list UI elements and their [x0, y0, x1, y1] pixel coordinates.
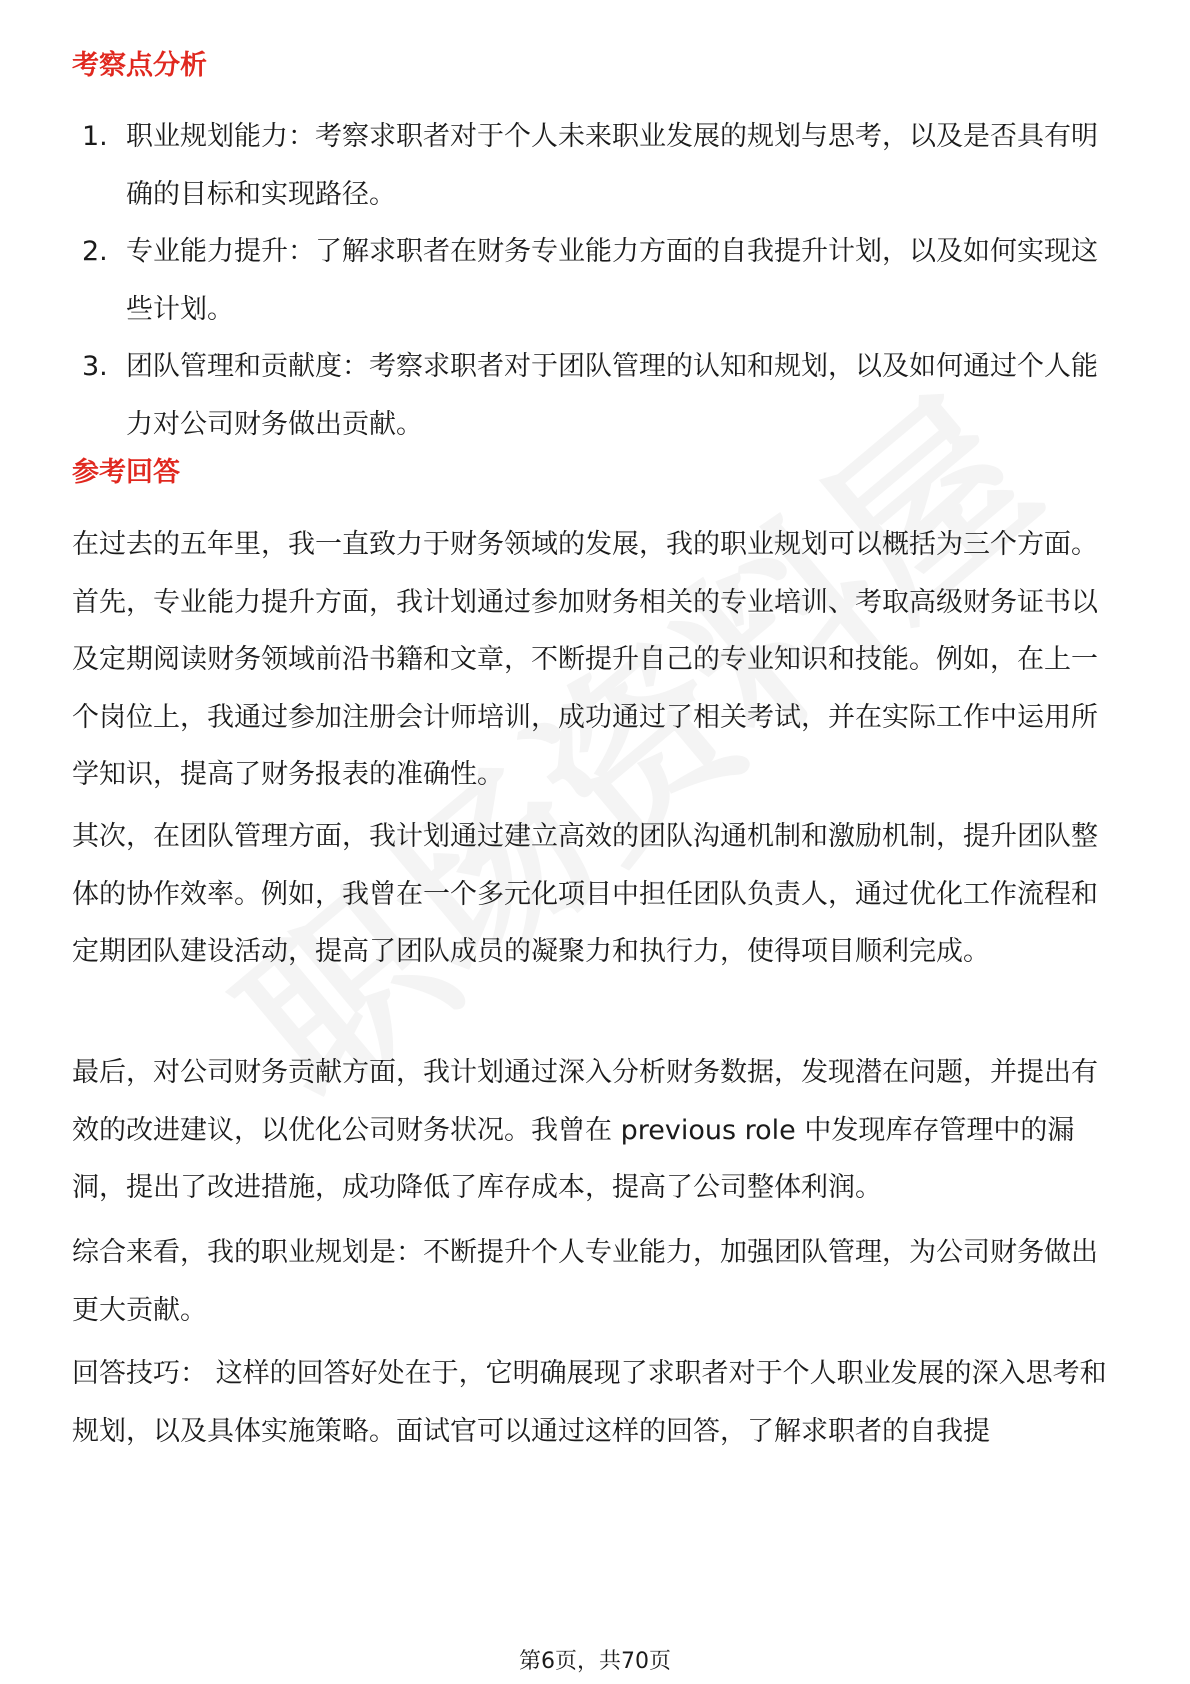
answer-paragraph-3: 最后，对公司财务贡献方面，我计划通过深入分析财务数据，发现潜在问题，并提出有效的改进建议，以优化公司财务状况。我曾在 previous role 中发现库存管理中的漏洞，提出了改进措施，成功降低了库存成本，提高了公司整体利润。 [72, 1057, 1098, 1203]
list-text: 团队管理和贡献度：考察求职者对于团队管理的认知和规划，以及如何通过个人能力对公司财务做出贡献。 [126, 351, 1098, 440]
answer-paragraph-4: 综合来看，我的职业规划是：不断提升个人专业能力，加强团队管理，为公司财务做出更大贡献。 [72, 1237, 1098, 1326]
list-number: 3. [82, 351, 108, 382]
answer-tip-paragraph: 回答技巧： 这样的回答好处在于，它明确展现了求职者对于个人职业发展的深入思考和规划，以及具体实施策略。面试官可以通过这样的回答，了解求职者的自我提 [72, 1358, 1107, 1447]
analysis-list [82, 108, 1122, 453]
page-footer: 第6页，共70页 [519, 1649, 671, 1674]
list-item [82, 223, 1122, 338]
list-text: 专业能力提升：了解求职者在财务专业能力方面的自我提升计划，以及如何实现这些计划。 [126, 236, 1098, 325]
list-item [82, 108, 1122, 223]
list-item [82, 338, 1122, 453]
list-number: 2. [82, 236, 108, 267]
section-title-analysis: 考察点分析 [72, 50, 207, 81]
list-text: 职业规划能力：考察求职者对于个人未来职业发展的规划与思考，以及是否具有明确的目标和实现路径。 [126, 121, 1098, 210]
answer-paragraph-1: 在过去的五年里，我一直致力于财务领域的发展，我的职业规划可以概括为三个方面。首先，专业能力提升方面，我计划通过参加财务相关的专业培训、考取高级财务证书以及定期阅读财务领域前沿书籍和文章，不断提升自己的专业知识和技能。例如，在上一个岗位上，我通过参加注册会计师培训，成功通过了相关考试，并在实际工作中运用所学知识，提高了财务报表的准确性。 [72, 529, 1098, 790]
section-title-answer: 参考回答 [72, 457, 180, 488]
answer-paragraph-2: 其次，在团队管理方面，我计划通过建立高效的团队沟通机制和激励机制，提升团队整体的协作效率。例如，我曾在一个多元化项目中担任团队负责人，通过优化工作流程和定期团队建设活动，提高了团队成员的凝聚力和执行力，使得项目顺利完成。 [72, 821, 1098, 967]
list-number: 1. [82, 121, 108, 152]
